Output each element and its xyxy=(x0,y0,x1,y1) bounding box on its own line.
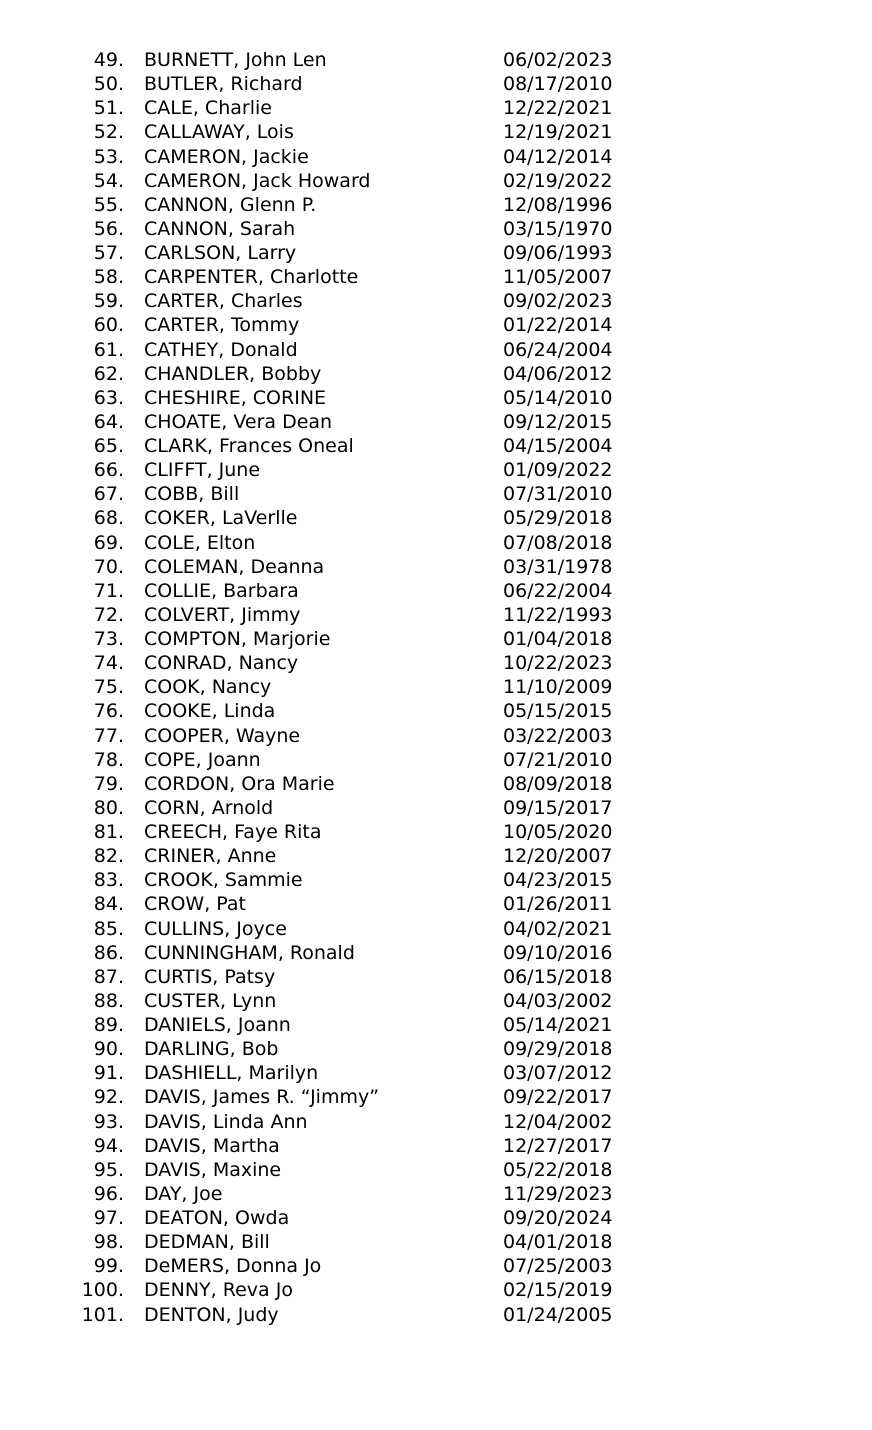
entry-name: COOK, Nancy xyxy=(144,676,272,699)
entry-name: CARTER, Tommy xyxy=(144,314,300,337)
entry-name: CROW, Pat xyxy=(144,893,246,916)
list-item xyxy=(0,796,872,820)
entry-date: 04/15/2004 xyxy=(503,435,613,457)
entry-name: DeMERS, Donna Jo xyxy=(144,1255,322,1278)
list-item xyxy=(0,506,872,530)
list-item xyxy=(0,748,872,772)
entry-date: 06/02/2023 xyxy=(503,49,613,71)
entry-name: CHANDLER, Bobby xyxy=(144,362,322,385)
entry-name: CANNON, Glenn P. xyxy=(144,193,317,216)
list-item xyxy=(0,1206,872,1230)
entry-number: 52. xyxy=(93,121,124,144)
list-item xyxy=(0,1110,872,1134)
entry-number: 94. xyxy=(93,1134,124,1157)
list-item xyxy=(0,1182,872,1206)
entry-name: COOPER, Wayne xyxy=(144,724,301,747)
list-item xyxy=(0,1254,872,1278)
entry-number: 61. xyxy=(93,338,124,361)
entry-name: CREECH, Faye Rita xyxy=(144,821,322,843)
entry-name: COLVERT, Jimmy xyxy=(144,603,301,626)
entry-date: 09/20/2024 xyxy=(503,1207,613,1229)
entry-date: 09/22/2017 xyxy=(503,1086,613,1109)
entry-name: DAVIS, James R. “Jimmy” xyxy=(144,1086,380,1109)
list-item xyxy=(0,458,872,482)
entry-date: 07/31/2010 xyxy=(503,483,613,506)
list-item xyxy=(0,1013,872,1037)
list-item xyxy=(0,48,872,72)
entry-name: CULLINS, Joyce xyxy=(144,917,287,940)
entry-date: 01/24/2005 xyxy=(503,1303,613,1326)
entry-number: 75. xyxy=(93,676,124,699)
entry-number: 89. xyxy=(93,1014,124,1036)
entry-date: 05/15/2015 xyxy=(503,700,613,723)
entry-date: 07/21/2010 xyxy=(503,748,613,771)
entry-name: CRINER, Anne xyxy=(144,845,277,868)
list-item xyxy=(0,555,872,579)
entry-date: 06/22/2004 xyxy=(503,579,613,602)
list-item xyxy=(0,1085,872,1109)
entry-name: DENNY, Reva Jo xyxy=(144,1279,293,1302)
entry-number: 58. xyxy=(93,266,124,289)
entry-date: 03/31/1978 xyxy=(503,555,613,578)
entry-name: CONRAD, Nancy xyxy=(144,652,299,675)
entry-number: 78. xyxy=(93,748,124,771)
entry-number: 77. xyxy=(93,724,124,747)
entry-number: 56. xyxy=(93,217,124,240)
entry-date: 12/08/1996 xyxy=(503,193,613,216)
list-item xyxy=(0,338,872,362)
entry-date: 09/06/1993 xyxy=(503,242,613,264)
entry-date: 12/27/2017 xyxy=(503,1134,613,1157)
entry-date: 04/02/2021 xyxy=(503,917,613,940)
entry-number: 95. xyxy=(93,1158,124,1181)
list-item xyxy=(0,482,872,506)
list-item xyxy=(0,941,872,965)
entry-number: 96. xyxy=(93,1182,124,1205)
entry-date: 01/09/2022 xyxy=(503,459,613,482)
entry-number: 67. xyxy=(93,483,124,506)
entry-number: 66. xyxy=(93,459,124,482)
list-item xyxy=(0,675,872,699)
entry-number: 82. xyxy=(93,845,124,868)
entry-number: 51. xyxy=(93,97,124,120)
entry-name: CALLAWAY, Lois xyxy=(144,121,294,144)
entry-date: 09/02/2023 xyxy=(503,290,613,313)
entry-number: 81. xyxy=(93,821,124,843)
entry-date: 04/12/2014 xyxy=(503,145,613,168)
list-item xyxy=(0,820,872,844)
entry-number: 62. xyxy=(93,362,124,385)
entry-name: COLLIE, Barbara xyxy=(144,579,299,602)
entry-name: DAVIS, Linda Ann xyxy=(144,1110,308,1133)
entry-number: 57. xyxy=(93,242,124,264)
entry-name: COBB, Bill xyxy=(144,483,240,506)
entry-name: COKER, LaVerlle xyxy=(144,507,298,530)
entry-name: COMPTON, Marjorie xyxy=(144,628,331,650)
entry-name: BUTLER, Richard xyxy=(144,73,303,96)
entry-name: DARLING, Bob xyxy=(144,1038,279,1061)
entry-date: 12/22/2021 xyxy=(503,97,613,120)
entry-date: 12/20/2007 xyxy=(503,845,613,868)
entry-number: 90. xyxy=(93,1038,124,1061)
entry-number: 74. xyxy=(93,652,124,675)
list-item xyxy=(0,627,872,651)
entry-number: 76. xyxy=(93,700,124,723)
entry-number: 85. xyxy=(93,917,124,940)
entry-number: 93. xyxy=(93,1110,124,1133)
entry-name: COLE, Elton xyxy=(144,531,256,554)
entry-number: 101. xyxy=(81,1303,124,1326)
entry-date: 12/04/2002 xyxy=(503,1110,613,1133)
entry-number: 80. xyxy=(93,796,124,819)
entry-number: 97. xyxy=(93,1207,124,1229)
entry-date: 04/01/2018 xyxy=(503,1231,613,1254)
entry-name: CROOK, Sammie xyxy=(144,869,303,892)
entry-date: 02/15/2019 xyxy=(503,1279,613,1302)
entry-date: 12/19/2021 xyxy=(503,121,613,144)
entry-name: CAMERON, Jackie xyxy=(144,145,309,168)
entry-name: DANIELS, Joann xyxy=(144,1014,291,1036)
list-item xyxy=(0,217,872,241)
entry-name: CUSTER, Lynn xyxy=(144,989,277,1012)
entry-date: 05/14/2010 xyxy=(503,386,613,409)
list-item xyxy=(0,193,872,217)
list-item xyxy=(0,531,872,555)
entry-number: 54. xyxy=(93,169,124,192)
list-item xyxy=(0,289,872,313)
list-item xyxy=(0,699,872,723)
list-item xyxy=(0,844,872,868)
entry-name: COPE, Joann xyxy=(144,748,261,771)
entry-date: 01/22/2014 xyxy=(503,314,613,337)
list-item xyxy=(0,868,872,892)
list-item xyxy=(0,772,872,796)
list-item xyxy=(0,1230,872,1254)
entry-date: 10/22/2023 xyxy=(503,652,613,675)
list-item xyxy=(0,241,872,265)
entry-number: 86. xyxy=(93,941,124,964)
entry-date: 03/22/2003 xyxy=(503,724,613,747)
entry-date: 11/05/2007 xyxy=(503,266,613,289)
entry-name: DAY, Joe xyxy=(144,1182,223,1205)
list-item xyxy=(0,120,872,144)
entry-number: 63. xyxy=(93,386,124,409)
list-item xyxy=(0,965,872,989)
entry-number: 92. xyxy=(93,1086,124,1109)
entry-date: 09/10/2016 xyxy=(503,941,613,964)
entry-name: CURTIS, Patsy xyxy=(144,965,276,988)
list-item xyxy=(0,989,872,1013)
entry-number: 68. xyxy=(93,507,124,530)
entry-number: 98. xyxy=(93,1231,124,1254)
entry-date: 03/07/2012 xyxy=(503,1062,613,1085)
entry-number: 73. xyxy=(93,628,124,650)
entry-list xyxy=(0,48,872,1327)
entry-date: 05/22/2018 xyxy=(503,1158,613,1181)
list-item xyxy=(0,1303,872,1327)
list-item xyxy=(0,1134,872,1158)
entry-number: 88. xyxy=(93,989,124,1012)
list-item xyxy=(0,410,872,434)
entry-date: 10/05/2020 xyxy=(503,821,613,843)
list-item xyxy=(0,1278,872,1302)
entry-number: 50. xyxy=(93,73,124,96)
entry-name: CALE, Charlie xyxy=(144,97,272,120)
entry-number: 83. xyxy=(93,869,124,892)
entry-date: 08/09/2018 xyxy=(503,772,613,795)
entry-date: 04/06/2012 xyxy=(503,362,613,385)
entry-name: CHOATE, Vera Dean xyxy=(144,410,333,433)
entry-date: 06/24/2004 xyxy=(503,338,613,361)
list-item xyxy=(0,579,872,603)
entry-name: CLARK, Frances Oneal xyxy=(144,435,354,457)
entry-date: 04/23/2015 xyxy=(503,869,613,892)
entry-name: CATHEY, Donald xyxy=(144,338,298,361)
entry-name: COLEMAN, Deanna xyxy=(144,555,325,578)
list-item xyxy=(0,603,872,627)
entry-date: 01/26/2011 xyxy=(503,893,613,916)
entry-date: 01/04/2018 xyxy=(503,628,613,650)
list-item xyxy=(0,265,872,289)
entry-date: 06/15/2018 xyxy=(503,965,613,988)
entry-date: 02/19/2022 xyxy=(503,169,613,192)
entry-name: CORDON, Ora Marie xyxy=(144,772,335,795)
entry-name: DAVIS, Maxine xyxy=(144,1158,282,1181)
list-item xyxy=(0,917,872,941)
entry-number: 84. xyxy=(93,893,124,916)
entry-name: DEATON, Owda xyxy=(144,1207,290,1229)
entry-date: 11/22/1993 xyxy=(503,603,613,626)
entry-date: 05/29/2018 xyxy=(503,507,613,530)
entry-name: CANNON, Sarah xyxy=(144,217,296,240)
list-item xyxy=(0,72,872,96)
entry-number: 65. xyxy=(93,435,124,457)
entry-name: CARPENTER, Charlotte xyxy=(144,266,359,289)
entry-number: 87. xyxy=(93,965,124,988)
entry-name: CORN, Arnold xyxy=(144,796,274,819)
entry-name: DEDMAN, Bill xyxy=(144,1231,270,1254)
list-item xyxy=(0,892,872,916)
entry-number: 53. xyxy=(93,145,124,168)
entry-number: 55. xyxy=(93,193,124,216)
entry-number: 60. xyxy=(93,314,124,337)
list-item xyxy=(0,651,872,675)
entry-number: 99. xyxy=(93,1255,124,1278)
entry-number: 72. xyxy=(93,603,124,626)
list-item xyxy=(0,1061,872,1085)
list-item xyxy=(0,1158,872,1182)
entry-number: 49. xyxy=(93,49,124,71)
entry-number: 69. xyxy=(93,531,124,554)
entry-name: CAMERON, Jack Howard xyxy=(144,169,371,192)
entry-name: CLIFFT, June xyxy=(144,459,261,482)
list-item xyxy=(0,724,872,748)
entry-number: 71. xyxy=(93,579,124,602)
entry-date: 04/03/2002 xyxy=(503,989,613,1012)
list-item xyxy=(0,145,872,169)
entry-name: DENTON, Judy xyxy=(144,1303,279,1326)
entry-date: 07/25/2003 xyxy=(503,1255,613,1278)
entry-date: 08/17/2010 xyxy=(503,73,613,96)
entry-name: CHESHIRE, CORINE xyxy=(144,386,327,409)
list-item xyxy=(0,362,872,386)
list-item xyxy=(0,169,872,193)
list-item xyxy=(0,434,872,458)
entry-date: 07/08/2018 xyxy=(503,531,613,554)
list-item xyxy=(0,1037,872,1061)
entry-date: 11/29/2023 xyxy=(503,1182,613,1205)
entry-number: 59. xyxy=(93,290,124,313)
entry-number: 91. xyxy=(93,1062,124,1085)
entry-date: 09/12/2015 xyxy=(503,410,613,433)
entry-date: 09/15/2017 xyxy=(503,796,613,819)
entry-date: 09/29/2018 xyxy=(503,1038,613,1061)
entry-name: CARTER, Charles xyxy=(144,290,303,313)
entry-name: CARLSON, Larry xyxy=(144,242,297,264)
entry-number: 79. xyxy=(93,772,124,795)
entry-number: 100. xyxy=(81,1279,124,1302)
entry-name: DAVIS, Martha xyxy=(144,1134,280,1157)
entry-name: CUNNINGHAM, Ronald xyxy=(144,941,355,964)
entry-number: 64. xyxy=(93,410,124,433)
entry-date: 03/15/1970 xyxy=(503,217,613,240)
entry-name: COOKE, Linda xyxy=(144,700,276,723)
entry-name: BURNETT, John Len xyxy=(144,49,327,71)
entry-date: 05/14/2021 xyxy=(503,1014,613,1036)
entry-date: 11/10/2009 xyxy=(503,676,613,699)
entry-name: DASHIELL, Marilyn xyxy=(144,1062,319,1085)
entry-number: 70. xyxy=(93,555,124,578)
list-item xyxy=(0,386,872,410)
list-item xyxy=(0,96,872,120)
list-item xyxy=(0,313,872,337)
